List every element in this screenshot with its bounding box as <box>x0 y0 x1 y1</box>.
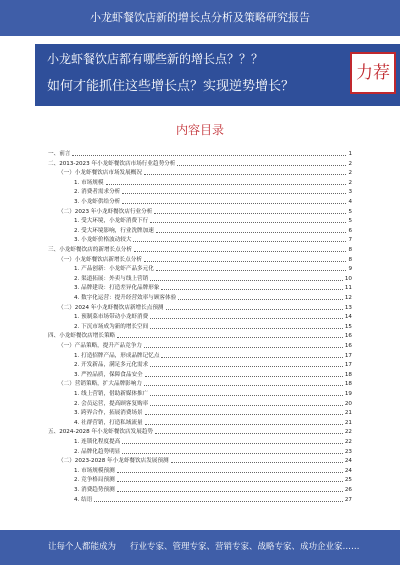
toc-entry[interactable] <box>74 292 352 302</box>
toc-entry-title: 3. 小龙虾供给分析 <box>74 199 121 205</box>
toc-leader-dots <box>72 155 346 156</box>
toc-leader-dots <box>145 376 343 377</box>
banner-question-2: 如何才能抓住这些增长点？实现逆势增长？ <box>47 79 295 94</box>
toc-entry[interactable] <box>74 321 352 331</box>
toc-entry-title: 1. 线上营销，借助新媒体推广 <box>74 391 149 397</box>
toc-leader-dots <box>154 213 346 214</box>
toc-entry-page: 5 <box>348 218 352 225</box>
toc-entry[interactable] <box>48 148 352 158</box>
toc-entry-title: （一）小龙虾餐饮店市场发展概况 <box>58 170 142 177</box>
toc-leader-dots <box>117 481 343 482</box>
toc-entry-title: （二）2024 年小龙虾餐饮店新增长点预测 <box>58 304 164 311</box>
toc-leader-dots <box>171 462 343 463</box>
toc-leader-dots <box>166 309 343 310</box>
toc-leader-dots <box>145 424 343 425</box>
banner-question-1: 小龙虾餐饮店都有哪些新的增长点？？？ <box>47 52 264 66</box>
toc-leader-dots <box>144 174 347 175</box>
toc-leader-dots <box>122 453 343 454</box>
toc-entry[interactable] <box>74 177 352 187</box>
toc-entry[interactable] <box>74 311 352 321</box>
toc-leader-dots <box>150 366 343 367</box>
toc-leader-dots <box>150 395 343 396</box>
toc-entry[interactable] <box>74 417 352 427</box>
toc-entry-page: 5 <box>348 208 352 215</box>
toc-entry[interactable] <box>74 474 352 484</box>
toc-entry-page: 16 <box>344 333 352 340</box>
toc-entry-page: 17 <box>344 362 352 369</box>
footer-bar <box>0 530 400 565</box>
toc-entry-page: 26 <box>344 487 352 493</box>
toc-entry-page: 17 <box>344 352 352 359</box>
toc-leader-dots <box>117 472 343 473</box>
toc-leader-dots <box>144 385 343 386</box>
toc-entry[interactable] <box>58 455 352 465</box>
toc-entry-page: 19 <box>344 391 352 397</box>
toc-entry[interactable] <box>58 167 352 177</box>
toc-leader-dots <box>156 270 347 271</box>
toc-entry[interactable] <box>58 302 352 312</box>
toc-leader-dots <box>144 347 343 348</box>
toc-leader-dots <box>145 414 343 415</box>
toc-entry-page: 10 <box>344 275 352 282</box>
toc-leader-dots <box>177 165 346 166</box>
toc-entry[interactable] <box>74 369 352 379</box>
title-banner <box>35 44 400 106</box>
toc-entry[interactable] <box>58 206 352 216</box>
toc-entry-title: 1. 市场规模 <box>74 179 104 186</box>
toc-leader-dots <box>94 501 343 502</box>
toc-entry-page: 23 <box>344 448 352 455</box>
toc-leader-dots <box>133 241 346 242</box>
toc-entry-title: 2. 渠道拓展：外卖与线上营销 <box>74 275 149 282</box>
toc-entry-title: 4. 数字化运营：提升经营效率与顾客体验 <box>74 295 177 301</box>
recommend-stamp: 力荐 <box>350 52 396 94</box>
toc-entry-title: 三、小龙虾餐饮店的新增长点分析 <box>48 247 132 253</box>
toc-leader-dots <box>161 357 342 358</box>
toc-entry-title: （一）产品策略，提升产品竞争力 <box>58 343 142 349</box>
toc-entry-title: 3. 严控品质，保障食品安全 <box>74 371 143 378</box>
toc-entry[interactable] <box>74 494 352 504</box>
toc-entry-page: 8 <box>348 247 352 253</box>
toc-leader-dots <box>150 405 343 406</box>
toc-entry[interactable] <box>74 273 352 283</box>
toc-leader-dots <box>155 433 343 434</box>
toc-entry[interactable] <box>48 244 352 254</box>
toc-entry-title: 3. 小龙虾价格波动较大 <box>74 237 132 244</box>
toc-entry-page: 2 <box>348 170 352 177</box>
toc-leader-dots <box>122 203 346 204</box>
toc-entry-title: 4. 社群营销，打造私域流量 <box>74 419 143 426</box>
toc-leader-dots <box>134 251 347 252</box>
toc-entry[interactable] <box>74 282 352 292</box>
toc-entry-title: 四、小龙虾餐饮店增长策略 <box>48 333 116 340</box>
toc-entry-page: 4 <box>348 199 352 205</box>
toc-entry-page: 18 <box>344 381 352 388</box>
toc-entry-page: 20 <box>344 400 352 407</box>
toc-entry[interactable] <box>74 407 352 417</box>
toc-entry-title: 1. 连锁化程度提高 <box>74 439 121 445</box>
toc-entry-page: 11 <box>344 285 352 292</box>
toc-entry-page: 6 <box>348 227 352 234</box>
toc-entry-page: 7 <box>348 237 352 244</box>
toc-leader-dots <box>150 280 343 281</box>
toc-entry[interactable] <box>48 426 352 436</box>
toc-leader-dots <box>178 299 343 300</box>
toc-leader-dots <box>150 318 343 319</box>
toc-entry-page: 16 <box>344 343 352 349</box>
toc-entry-page: 21 <box>344 419 352 426</box>
toc-entry-title: （二）2023-2028 年小龙虾餐饮店发展预测 <box>58 458 169 465</box>
toc-entry-title: 1. 打造招牌产品，形成品牌记忆点 <box>74 352 160 359</box>
toc-leader-dots <box>150 222 346 223</box>
toc-leader-dots <box>106 184 347 185</box>
toc-entry-page: 27 <box>344 496 352 503</box>
toc-entry[interactable] <box>74 186 352 196</box>
toc-entry[interactable] <box>74 436 352 446</box>
toc-entry-page: 2 <box>348 160 352 167</box>
toc-entry[interactable] <box>74 388 352 398</box>
toc-entry-page: 2 <box>348 179 352 186</box>
toc-title: 内容目录 <box>175 123 224 137</box>
toc-entry-title: 1. 市场规模预测 <box>74 467 115 474</box>
toc-entry[interactable] <box>58 254 352 264</box>
toc-entry[interactable] <box>74 398 352 408</box>
toc-entry[interactable] <box>48 330 352 340</box>
toc-leader-dots <box>144 261 347 262</box>
toc-entry-title: 2. 消费者需求分析 <box>74 189 121 196</box>
toc-entry-title: 3. 品牌建设：打造差异化品牌形象 <box>74 285 160 292</box>
toc-entry-title: 2. 下沉市场成为新的增长空间 <box>74 323 149 330</box>
report-header-bar <box>0 0 400 36</box>
toc-leader-dots <box>156 232 347 233</box>
toc-entry-page: 18 <box>344 371 352 378</box>
toc-entry-title: （二）2023 年小龙虾餐饮店行业分析 <box>58 208 153 215</box>
toc-entry-title: 2. 竞争格局预测 <box>74 477 115 484</box>
toc-entry[interactable] <box>74 446 352 456</box>
toc-entry-page: 21 <box>344 410 352 417</box>
toc-entry[interactable] <box>74 196 352 206</box>
toc-entry-title: 2. 受大环境影响，行业洗牌加速 <box>74 227 154 234</box>
toc-entry-page: 8 <box>348 256 352 263</box>
toc-leader-dots <box>117 491 343 492</box>
toc-entry-title: 2. 品牌化趋势明显 <box>74 448 121 455</box>
toc-entry-page: 24 <box>344 458 352 465</box>
toc-leader-dots <box>117 337 343 338</box>
toc-entry[interactable] <box>74 465 352 475</box>
toc-entry-title: 一、前言 <box>48 151 71 157</box>
toc-leader-dots <box>150 328 343 329</box>
toc-leader-dots <box>122 443 343 444</box>
toc-entry-title: 2. 会员运营，提高顾客复购率 <box>74 400 149 407</box>
toc-entry-title: 五、2024-2028 年小龙虾餐饮店发展趋势 <box>48 429 153 436</box>
toc-entry[interactable] <box>74 263 352 273</box>
toc-entry-title: （一）小龙虾餐饮店新增长点分析 <box>58 256 142 263</box>
toc-entry-title: （二）营销策略，扩大品牌影响力 <box>58 381 142 388</box>
toc-entry-page: 9 <box>348 266 352 273</box>
toc-entry[interactable] <box>74 484 352 494</box>
toc-entry[interactable] <box>48 158 352 168</box>
toc-entry[interactable] <box>74 234 352 244</box>
toc-entry-page: 12 <box>344 295 352 301</box>
footer-slogan-right: 行业专家、管理专家、营销专家、战略专家、成功企业家…… <box>130 542 360 552</box>
toc-entry-page: 22 <box>344 439 352 445</box>
toc-entry-title: 3. 消费趋势预测 <box>74 487 115 493</box>
toc-entry[interactable] <box>58 378 352 388</box>
toc-entry-page: 13 <box>344 304 352 311</box>
toc-leader-dots <box>122 193 346 194</box>
toc-entry[interactable] <box>58 340 352 350</box>
toc-entry-title: 二、2013-2023 年小龙虾餐饮店市场行业趋势分析 <box>48 160 176 167</box>
toc-entry-page: 3 <box>348 189 352 196</box>
footer-slogan-left: 让每个人都能成为 <box>48 542 117 552</box>
toc-entry-page: 22 <box>344 429 352 436</box>
toc-entry[interactable] <box>74 225 352 235</box>
toc-leader-dots <box>161 289 342 290</box>
toc-entry[interactable] <box>74 359 352 369</box>
toc-entry-page: 1 <box>348 151 352 157</box>
toc-entry-page: 24 <box>344 467 352 474</box>
toc-entry-page: 25 <box>344 477 352 484</box>
toc-entry-title: 1. 受大环境，小龙虾消费下行 <box>74 218 149 225</box>
toc-entry-title: 1. 预制菜市场带动小龙虾消费 <box>74 314 149 321</box>
toc-entry-title: 3. 跨界合作，拓展消费场景 <box>74 410 143 417</box>
table-of-contents <box>48 148 354 518</box>
report-header-title: 小龙虾餐饮店新的增长点分析及策略研究报告 <box>90 11 310 24</box>
toc-entry-page: 15 <box>344 323 352 330</box>
toc-entry-page: 14 <box>344 314 352 321</box>
toc-entry[interactable] <box>74 350 352 360</box>
toc-entry-title: 1. 产品创新：小龙虾产品多元化 <box>74 266 154 273</box>
toc-entry[interactable] <box>74 215 352 225</box>
toc-entry-title: 4. 结语 <box>74 496 93 503</box>
toc-entry-title: 2. 开发新品，满足多元化需求 <box>74 362 149 369</box>
